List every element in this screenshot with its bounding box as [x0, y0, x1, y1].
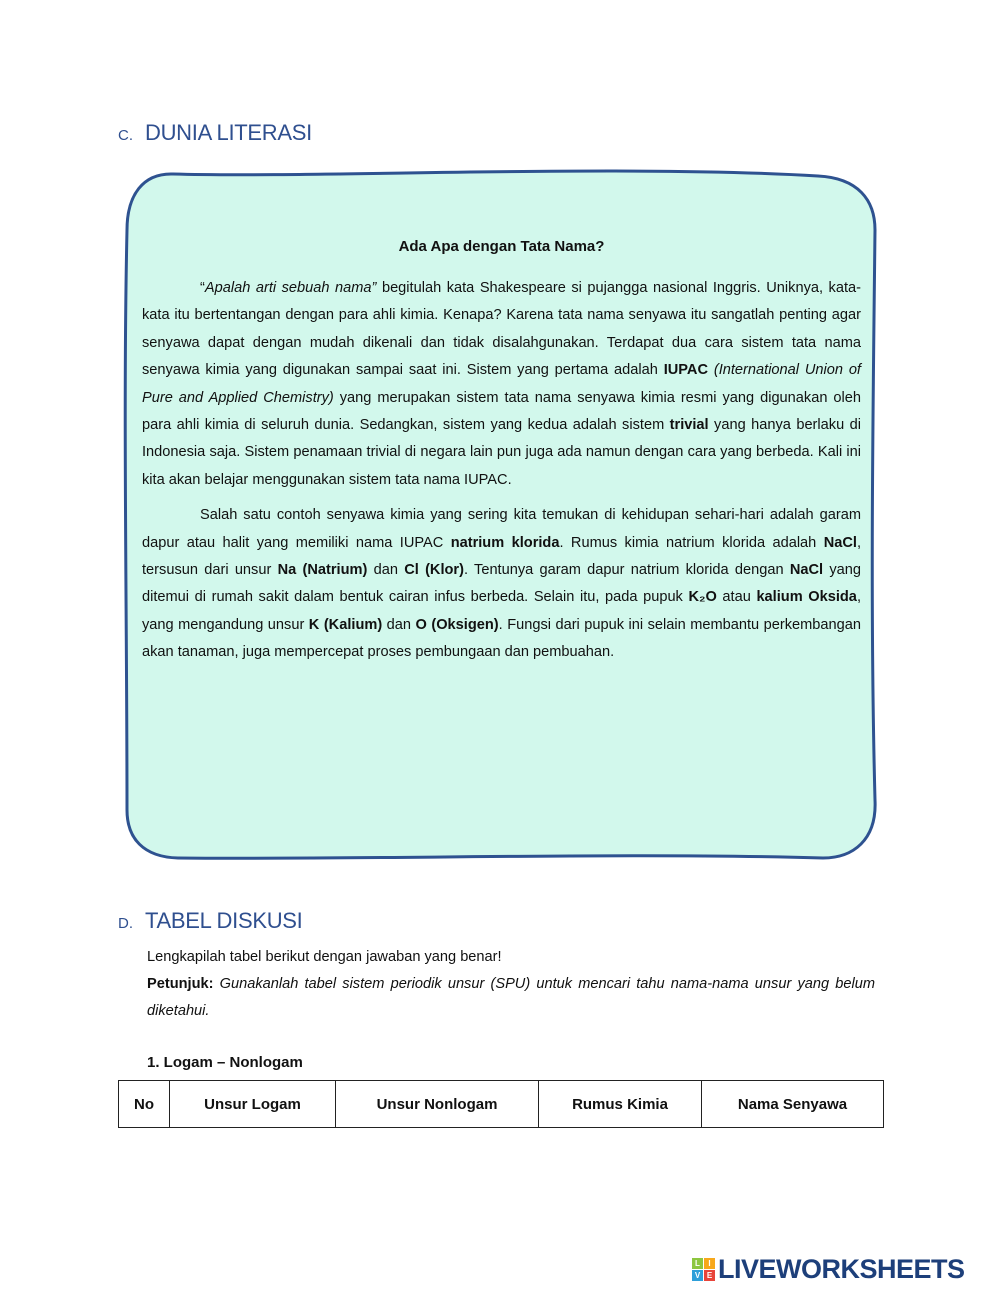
section-d-heading	[118, 908, 302, 934]
header-nama-senyawa: Nama Senyawa	[702, 1081, 884, 1128]
liveworksheets-logo	[692, 1254, 965, 1285]
section-title: DUNIA LITERASI	[145, 120, 312, 145]
logo-letter-tile: E	[704, 1270, 715, 1281]
paragraph-text: dan	[382, 616, 416, 633]
bold-term: natrium klorida	[450, 534, 560, 551]
logo-letter-tile: L	[692, 1258, 703, 1269]
table-subheading: 1. Logam – Nonlogam	[147, 1054, 303, 1071]
logo-letter-tile: V	[692, 1270, 703, 1281]
paragraph-text: , yang mengandung unsur	[142, 589, 861, 633]
paragraph-text: “	[200, 280, 205, 296]
section-d-instructions	[147, 944, 875, 1025]
paragraph-text: , tersusun dari unsur	[142, 534, 862, 579]
bold-term: IUPAC	[663, 362, 709, 379]
paragraph-text: . Rumus kimia natrium klorida adalah	[559, 534, 824, 551]
italic-text: (International Union of Pure and Applied Chemistry)	[142, 362, 861, 406]
header-rumus-kimia: Rumus Kimia	[539, 1081, 702, 1128]
paragraph-text: dan	[367, 562, 405, 579]
bold-term: kalium Oksida	[756, 589, 857, 606]
logo-icon	[692, 1258, 715, 1281]
bold-term: O (Oksigen)	[415, 616, 499, 633]
bold-term: NaCl	[823, 534, 857, 551]
hint-text: Gunakanlah tabel sistem periodik unsur (SPU) untuk mencari tahu nama-nama unsur yang belum diketahui.	[147, 976, 875, 1019]
bold-term: K (Kalium)	[308, 616, 383, 633]
paragraph-text: . Fungsi dari pupuk ini selain membantu perkembangan akan tanaman, juga mempercepat proses pembungaan dan pembuahan.	[142, 616, 861, 661]
bold-term: NaCl	[789, 562, 824, 579]
paragraph-text: atau	[716, 589, 757, 606]
section-letter: C.	[118, 127, 133, 144]
bold-term: Cl (Klor)	[404, 562, 464, 579]
instruction-text: Lengkapilah tabel berikut dengan jawaban yang benar!	[147, 949, 502, 965]
paragraph-text: Salah satu contoh senyawa kimia yang sering kita temukan di kehidupan sehari-hari adalah garam dapur atau halit yang memiliki nama IUPAC	[142, 507, 861, 551]
paragraph-text: yang merupakan sistem tata nama senyawa kimia resmi yang digunakan oleh para ahli kimia di seluruh dunia. Sedangkan, sistem yang kedua adalah sistem	[142, 389, 861, 434]
paragraph-text: yang hanya berlaku di Indonesia saja. Sistem penamaan trivial di negara lain pun juga ada namun dengan cara yang berbeda. Kali ini kita akan belajar menggunakan sistem tata nama IUPAC.	[142, 417, 861, 488]
logo-letter-tile: I	[704, 1258, 715, 1269]
section-title: TABEL DISKUSI	[145, 908, 303, 933]
table-header-row	[119, 1081, 884, 1128]
paragraph-text: yang ditemui di rumah sakit dalam bentuk cairan infus berbeda. Selain itu, pada pupuk	[142, 562, 861, 606]
hint-label: Petunjuk:	[147, 976, 214, 992]
box-title: Ada Apa dengan Tata Nama?	[398, 238, 605, 255]
discussion-table	[118, 1080, 884, 1128]
bold-term: K₂O	[688, 589, 717, 606]
logo-text: LIVEWORKSHEETS	[718, 1254, 965, 1284]
bold-term: Na (Natrium)	[277, 562, 368, 579]
section-c-heading	[118, 120, 312, 146]
paragraph-text: begitulah kata Shakespeare si pujangga nasional Inggris. Uniknya, kata-kata itu bertentangan dengan para ahli kimia. Kenapa? Karena tata nama senyawa itu sangatlah penting agar senyawa dapat dengan mudah dikenali dan tidak disalahgunakan. Terdapat dua cara sistem tata nama senyawa kimia yang digunakan sampai saat ini. Sistem yang pertama adalah	[142, 280, 862, 379]
italic-text: Apalah arti sebuah nama”	[204, 280, 377, 296]
bold-term: trivial	[669, 417, 709, 434]
paragraph-text: . Tentunya garam dapur natrium klorida dengan	[463, 562, 790, 579]
box-paragraph	[142, 502, 861, 666]
box-paragraph	[142, 275, 861, 494]
literacy-box	[142, 238, 861, 675]
section-letter: D.	[118, 915, 133, 932]
header-unsur-logam: Unsur Logam	[170, 1081, 336, 1128]
header-no: No	[119, 1081, 170, 1128]
header-unsur-nonlogam: Unsur Nonlogam	[336, 1081, 539, 1128]
